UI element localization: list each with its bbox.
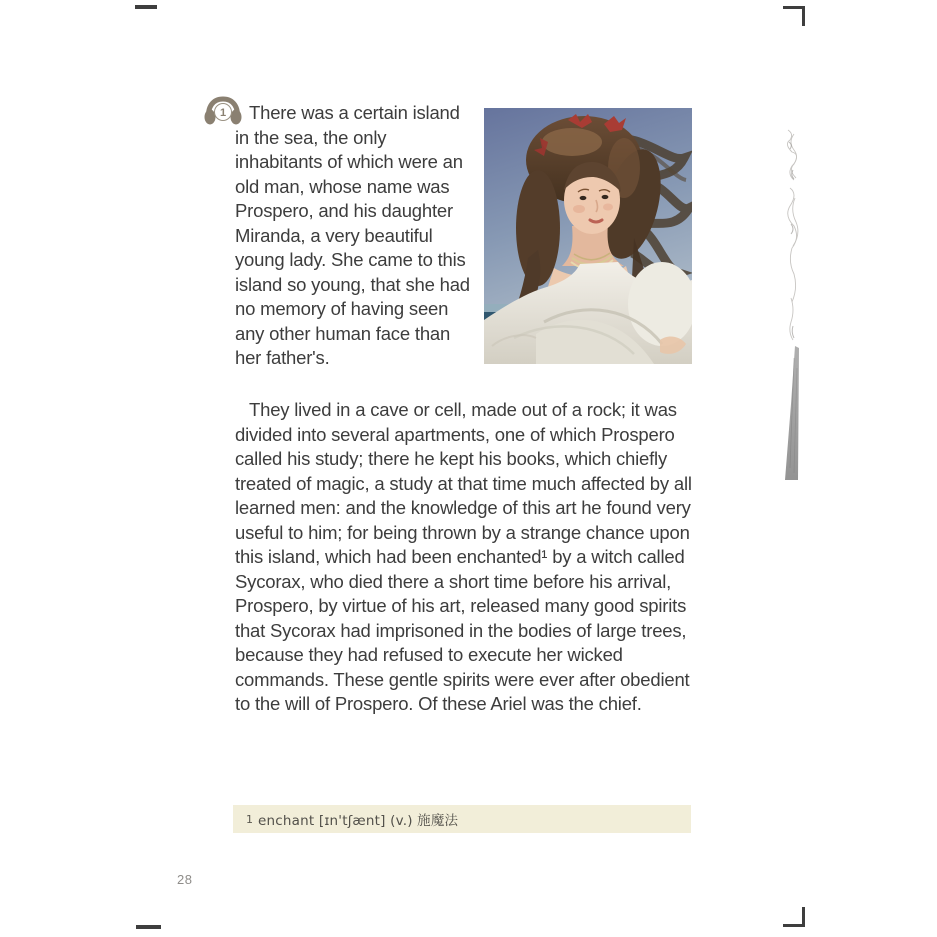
- crop-mark-bottom-left: [136, 925, 161, 929]
- footnote-definition: enchant [ɪn'tʃænt] (v.) 施魔法: [258, 813, 459, 829]
- audio-track-number: 1: [219, 107, 227, 119]
- miranda-portrait-illustration: [484, 108, 692, 364]
- footnote-bar: [233, 805, 691, 833]
- story-paragraph-2: They lived in a cave or cell, made out of a rock; it was divided into several apartments, one of which Prospero called his study; there he kept his books, which chiefly treated of magic, a study at that time much affected by all learned men: and the knowledge of this art he found very useful to him; for being thrown by a strange chance upon this island, which had been enchanted¹ by a witch called Sycorax, who died there a short time before his arrival, Prospero, by virtue of his art, released many good spirits that Sycorax had imprisoned in the bodies of large trees, because they had refused to execute her wicked commands. These gentle spirits were ever after obedient to the will of Prospero. Of these Ariel was the chief.: [235, 399, 692, 714]
- crop-mark-bottom-right-h: [783, 924, 805, 927]
- page-number: 28: [177, 872, 193, 887]
- page-edge-artwork: [782, 128, 804, 482]
- footnote-number: 1: [246, 812, 253, 826]
- story-paragraph-1: There was a certain island in the sea, the only inhabitants of which were an old man, whose name was Prospero, and his daughter Miranda, a very beautiful young lady. She came to this island so young, that she had no memory of having seen any other human face than her father's.: [235, 102, 470, 368]
- crop-mark-top-left: [135, 5, 157, 9]
- crop-mark-top-right-v: [802, 6, 805, 26]
